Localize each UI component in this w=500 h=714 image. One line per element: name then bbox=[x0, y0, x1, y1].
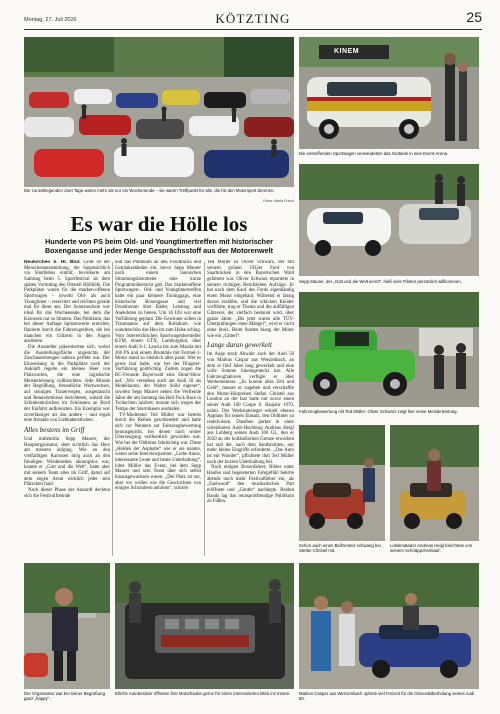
photo-green-ford bbox=[299, 292, 479, 407]
photo-white-sportscar bbox=[299, 164, 479, 276]
page-number: 25 bbox=[466, 9, 482, 25]
photo-audi-50 bbox=[299, 563, 479, 689]
caption-bottom-left: Der Organisator war bei seiner Begrüßung ganz „happy“. bbox=[24, 691, 105, 702]
caption-bottom-mid: Etliche Autobesitzer öffneten ihre Motorhaube gerne für einen interessierten Blick ins Innere. bbox=[115, 691, 291, 696]
column-rule-1 bbox=[112, 262, 113, 556]
col1-paragraph-1: Groß ist der Menschenansammlung, die hauptsächlich via Shuttlebus einträf, bevölkerte am Samstag beim 5. Sportfestival ab dem späten Vormittag den Ortsteil Höllhöfe. Die Parkplätze waren für die marken-offenen Sportwagen – sowohl Old- als auch Youngtimer – reserviert und reichten gerade mal für diese aus. Der Sonnenschein war ideal für das Wochenende, bei dem die Karossen nur so blitzten. Das Publikum, das bei dieser Auflage Spitzenwerte erreichte, flanierte durch die Fahrzeugreihen, die bei manchen ein Glitzern in den Augen auslösten. bbox=[24, 260, 110, 345]
photo-engine-bay bbox=[115, 563, 294, 689]
col1-paragraph-2: Die Aussteller präsentierten sich, wobei die Ausstellungsfläche angesichts der Zuschauermengen nahezu perfekt war. Der Einweisung in die Parkplätze nach der Ankunft regelte ein kleines Heer von Platzwarten, die eine logistische Meisterleistung vollbrachten. Jede Minute der Begrüßung, freundliche Wortwechsel, auf sonnigen Trauerwegen, ausgetauscht und Rennerlebnisse berichteten, sobald die Schinkenbrötchen im Schönsten an Bord der Einfahrt aufkreuzten. Ein Exemplar war zuverlässiger als das andere – und ergab eine Armada von Liebhaberstücken. bbox=[24, 344, 110, 424]
page-header bbox=[24, 7, 482, 31]
header-rule bbox=[24, 29, 482, 30]
section-title: KÖTZTING bbox=[215, 11, 291, 26]
article-column-2 bbox=[115, 260, 201, 558]
dateline: Neukirchen b. Hl. Blut. bbox=[24, 260, 81, 265]
article-headline: Es war die Hölle los bbox=[70, 212, 248, 236]
photo-parking-crowd bbox=[24, 37, 294, 187]
subheading-gewerkelt: Lange daran gewerkelt bbox=[207, 341, 272, 350]
column-rule-2 bbox=[204, 262, 205, 556]
col3-paragraph-2: Im Auge stach Abwahr auch der Audi 50 von Markus Caspar aus Wenzenbach, an dem er fünf Jahre lang gewerkelt und eine volle Summe hineingesteckt hat. Alle Fahrzeugfaktoren verfügte er über Werkenntnisse. „Es konnte alles Zeit und Geld“, musste er zugeben und verschaffte den Motor-Hörproben Stefan Christel aus London an der Isar hatte nur zuvor einen seiner Audi 100 Coupe S. Baujahr 1970, nahm. Der Werkstattsieger erhielt ebenso Applaus für seinen Einsatz, den Oldtimer zu reaktivieren. Daneben parkte in einer scheinbaren Audi-Hochburg Andreas Heigl aus Lohberg seinen Audi 100 GL, den er 2020 an der holländischen Grenze erworben hat und der, nach dem Sandstrahlen, nur mehr kleine Eingriffe erforderte. „Das Auto ist ein Wunder“, pflichtete ihm Ted Müller nach der kurzen Unterhaltung bei. bbox=[207, 352, 294, 465]
col3-paragraph-1: Ted Müller zu Oliver Schwarz, der mit seinem grünen 1932er Ford von Saarbrücken in den Bayerischen Wald gefahren war. Oliver Schwarz reparierte in seinem richtigen Berufsleben Aufzüge. Er hat nach dem Kauf des Fords eigenhändig einen Motor eingebaut. Während er lässig davon erzählte, und die schicken Kleider vorführte, trug er Thema und die auffälligen Glitzerei, der vielfach bestaunt wird, über ganze Jahre. „Bis jetzt waren alle TÜV-Überprüfungen ohne Mängel“, wird er nicht ohne Stolz. Beim Starten klang der Motor wie ein „Gitterl“. bbox=[207, 260, 294, 339]
caption-bottom-right: Markus Caspar aus Wenzenbach opferte viel Freizeit für die Generalüberholung seines Audi 50. bbox=[299, 691, 475, 702]
article-column-3 bbox=[207, 260, 294, 558]
issue-date: Montag, 27. Juli 2026 bbox=[24, 17, 77, 23]
caption-top-left: Die zurückliegenden zwei Tage waren mehr als nur ein Wochenende – sie waren Treffpunkt für alle, die für den Motorsport brennen. bbox=[24, 188, 275, 193]
caption-small-left: Schon auch einen Beifzenteiz schwang bei Stefan Christel mit. bbox=[299, 543, 381, 554]
col2-paragraph-1: und das Publikum an den Foodtrucks und Getränkeständen ein, bevor Sepp Maurer nach einem launischen Stimmungsbarometer eine kurze Programmübersicht gab. Das markenoffene Sportwagen-, Old- und Youngtimertreffen hatte ein paar kleinere Tuninggags, eine historische Boxengasse und viel Drumherum über Räder, Leistung und Anekdoten zu bieten. Um 16 Uhr war eine Vorführung geplant. Die Gewinner sollen in Traumautos auf dem Rollaltare, wie wunderschön das Heu im zum Halse schlug. Vom österreichischen Sportwagenhersteller KTM, einem GTX, Lamborghini, über einem Audi S-1, Lancia bis zum Mazda mit 266 PS und einem Brummle mit Formel-1-Motor stand so ziemlich alles parat. Wer es gerne laut halte, war bei der Dragster-Vorführung goldrichtig. Zudem zogen die BC-Freunde Bayerwald eine Stunt-Show auf. „Wir verstehen auch am Audi 50 als Modellautos, der Walter Stöhl eigener“, sowieto Sepp Maurer neben die Verfrende Jahre der am Sonntag das Rell Fuck Race in Tschechien initiiert; musste sich wegen der Tempo der Sturmhasen ausmalen. bbox=[115, 260, 201, 413]
article-subhead: Hunderte von PS beim Old- und Youngtimertreffen mit historischer Boxengasse und jeder Menge Gesprächsstoff aus der Motorenwelt bbox=[44, 237, 274, 255]
col2-paragraph-2: TV-Moderator Ted Müller war bereits durch die Reihen geschlendert und hatte sich vor Nennten zur Fahrzeugbewertung herausgepickt, bei denen nach seiner Überzeugung verdientlich geworden war. Wie bei der Oldtimer fahrtüchtig war. Diese „Helden der Asphalte“ wie er sie nannte, waren seine Interviewpartner. „Liebe Autos, interessante Leute und heute Unterhaltung“, lobte Müller das Event, bei dem Sepp Maurer und sein Team über sich selbst hinausgewachsen waren. „Der Platz ist nur, aber wir wollen uns die Geschichten von einigen Schraubern anhören“, schrieb bbox=[115, 412, 201, 492]
subheading-griff: Alles bestens im Griff bbox=[24, 426, 85, 435]
photo-credit: Fotos: Maria Frisch bbox=[263, 199, 294, 203]
col3-paragraph-3: Nach einigen Boxenfahrer, Bilder unter Haufen und begeisterten Fahrgefühl bekrite abends noch mehr Festivalfieber ein, als „Eastwood“ den musikalischen Part eröffnete und „Gentle“ nachlegte. Beiden Bands lag das rennsportfreudige Publikum zu Füßen. bbox=[207, 465, 294, 505]
caption-top-right: Die eintreffenden Sportwagen verwandelten das Gelände in eine Event-Arena. bbox=[299, 151, 449, 156]
col1-paragraph-3: Und mittendrin Sepp Maurer, der Hauptorganisator, dem sichtlich das Herz am meisten aufging. Wie an den vielfarbigen Karossen hing auch an den freudigen Wiedersehen ahnungslos war, kannte er „Gott und die Welt“, hatte aber mit seinem Team alles im Griff, damit auf dem engen Areal wirklich jeder sein Plätzchen fand. bbox=[24, 437, 110, 488]
col1-paragraph-4: Nach dieser Phase der Ankunft deckten sich die Festivalfreunde bbox=[24, 487, 110, 499]
article-column-1 bbox=[24, 260, 110, 558]
caption-small-right: Lokalmatador Andreas Heigl berichtete von seinem Schnäppchenkauf. bbox=[390, 543, 473, 554]
photo-audi-coupe bbox=[299, 425, 385, 541]
caption-mid-right: Sepp Maurer, der „Gott und die Welt kennt“, hieß viele Piloten persönlich willkommen. bbox=[299, 279, 462, 284]
photo-rally-car bbox=[299, 37, 479, 149]
event-sign: KINEM bbox=[334, 48, 360, 55]
caption-green-car: Fahrzeugbewertung mit Ted Müller: Oliver Schwarz zeigt hier seine Meisterleistung. bbox=[299, 409, 458, 414]
photo-audi-gl bbox=[390, 425, 479, 541]
photo-organiser bbox=[24, 563, 110, 689]
